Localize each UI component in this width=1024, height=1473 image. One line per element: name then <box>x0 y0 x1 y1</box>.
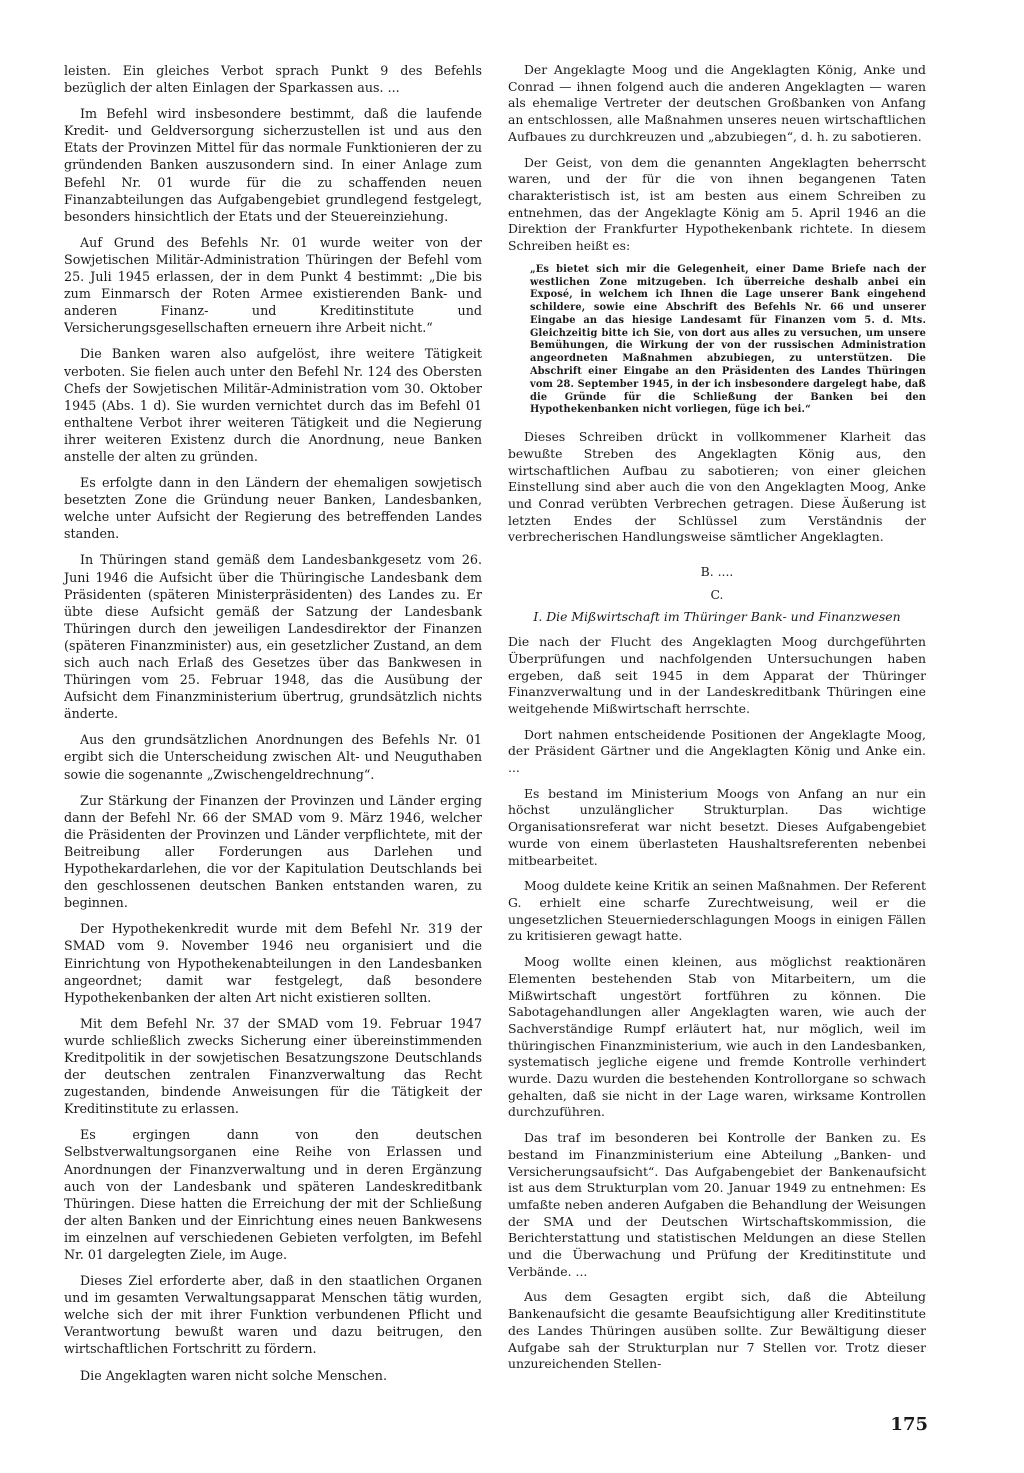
paragraph: Im Befehl wird insbesondere bestimmt, daß die laufende Kredit- und Geldversorgung sicherzustellen ist und aus den Etats der Provinzen Mittel für das normale Funktionieren der zu gründenden Banken auszusondern sind. In einer Anlage zum Befehl Nr. 01 wurde für die zu schaffenden neuen Finanzabteilungen das Aufgabengebiet grundlegend festgelegt, besonders hinsichtlich der Etats und der Steuereinziehung. <box>64 106 482 224</box>
paragraph: Der Geist, von dem die genannten Angeklagten beherrscht waren, und der für die von ihnen begangenen Taten charakteristisch ist, ist am besten aus einem Schreiben zu entnehmen, das der Angeklagte König am 5. April 1946 an die Direktion der Frankfurter Hypothekenbank richtete. In diesem Schreiben heißt es: <box>508 154 926 254</box>
paragraph: Dort nahmen entscheidende Positionen der Angeklagte Moog, der Präsident Gärtner und die Angeklagten König und Anke ein. ... <box>508 726 926 776</box>
paragraph: Das traf im besonderen bei Kontrolle der Banken zu. Es bestand im Finanzministerium eine Abteilung „Banken- und Versicherungsaufsicht“. Das Aufgabengebiet der Bankenaufsicht ist aus dem Strukturplan vom 20. Januar 1949 zu entnehmen: Es umfaßte neben anderen Aufgaben die Behandlung der Weisungen der SMA und der Deutschen Wirtschaftskommission, die Berichterstattung und statistischen Meldungen an diese Stellen und die Überwachung und Prüfung der Kreditinstitute und Verbände. ... <box>508 1130 926 1279</box>
paragraph: Es ergingen dann von den deutschen Selbstverwaltungsorganen eine Reihe von Erlassen und Anordnungen der Finanzverwaltung und in deren Ergänzung auch von der Landesbank und späteren Landeskreditbank Thüringen. Diese hatten die Erreichung der mit der Schließung der alten Banken und der Einrichtung eines neuen Bankwesens im einzelnen auf verschiedenen Gebieten verfolgten, im Befehl Nr. 01 dargelegten Ziele, im Auge. <box>64 1127 482 1262</box>
paragraph: Es erfolgte dann in den Ländern der ehemaligen sowjetisch besetzten Zone die Gründung neuer Banken, Landesbanken, welche unter Aufsicht der Regierung des betreffenden Landes standen. <box>64 475 482 542</box>
paragraph: Dieses Ziel erforderte aber, daß in den staatlichen Organen und im gesamten Verwaltungsapparat Menschen tätig wurden, welche sich der mit ihrer Funktion verbundenen Pflicht und Verantwortung bewußt waren und dazu beitrugen, den wirtschaftlichen Fortschritt zu fördern. <box>64 1273 482 1357</box>
paragraph: Der Hypothekenkredit wurde mit dem Befehl Nr. 319 der SMAD vom 9. November 1946 neu organisiert und die Einrichtung von Hypothekenabteilungen in den Landesbanken angeordnet; damit war festgelegt, daß besondere Hypothekenbanken der alten Art nicht existieren sollten. <box>64 921 482 1005</box>
paragraph: In Thüringen stand gemäß dem Landesbankgesetz vom 26. Juni 1946 die Aufsicht über die Thüringische Landesbank dem Präsidenten (späteren Ministerpräsidenten) des Landes zu. Er übte diese Aufsicht gemäß der Satzung der Landesbank Thüringen durch den jeweiligen Landesdirektor der Finanzen (späteren Finanzminister) aus, ein gesetzlicher Zustand, an dem sich auch nach Erlaß des Gesetzes über das Bankwesen in Thüringen vom 25. Februar 1948, das die Ausübung der Aufsicht dem Finanzministerium übertrug, grundsätzlich nichts änderte. <box>64 552 482 722</box>
paragraph: Zur Stärkung der Finanzen der Provinzen und Länder erging dann der Befehl Nr. 66 der SMAD vom 9. März 1946, welcher die Präsidenten der Provinzen und Länder verpflichtete, mit der Beitreibung aller Forderungen aus Darlehen und Hypothekardarlehen, die vor der Kapitulation Deutschlands bei den geschlossenen deutschen Banken entstanden waren, zu beginnen. <box>64 792 482 911</box>
paragraph: Aus dem Gesagten ergibt sich, daß die Abteilung Bankenaufsicht die gesamte Beaufsichtigung aller Kreditinstitute des Landes Thüringen ausüben sollte. Zur Bewältigung dieser Aufgabe sah der Strukturplan nur 7 Stellen vor. Trotz dieser unzureichenden Stellen- <box>508 1289 926 1372</box>
paragraph: Dieses Schreiben drückt in vollkommener Klarheit das bewußte Streben des Angeklagten König aus, den wirtschaftlichen Aufbau zu sabotieren; von einer gleichen Einstellung sind aber auch die von den Angeklagten Moog, Anke und Conrad verübten Verbrechen getragen. Diese Äußerung ist letzten Endes der Schlüssel zum Verständnis der verbrecherischen Handlungsweise sämtlicher Angeklagten. <box>508 429 926 545</box>
section-heading: I. Die Mißwirtschaft im Thüringer Bank- und Finanzwesen <box>533 609 901 625</box>
left-column <box>64 62 482 1393</box>
paragraph: Die Banken waren also aufgelöst, ihre weitere Tätigkeit verboten. Sie fielen auch unter den Befehl Nr. 124 des Obersten Chefs der Sowjetischen Militär-Administration vom 30. Oktober 1945 (Abs. 1 d). Sie wurden vernichtet durch das im Befehl 01 enthaltene Verbot ihrer weiteren Tätigkeit und die Negierung ihrer weiteren Existenz durch die Anordnung, neue Banken anstelle der alten zu gründen. <box>64 346 482 464</box>
block-quote: „Es bietet sich mir die Gelegenheit, einer Dame Briefe nach der westlichen Zone mitzugeben. Ich überreiche deshalb anbei ein Exposé, in welchem ich Ihnen die Lage unserer Bank eingehend schildere, sowie eine Abschrift des Befehls Nr. 66 und unserer Eingabe an das hiesige Landesamt für Finanzen vom 5. d. Mts. Gleichzeitig bitte ich Sie, von dort aus alles zu versuchen, um unsere Bemühungen, die Wirkung der von der russischen Administration angeordneten Maßnahmen abzubiegen, zu unterstützen. Die Abschrift einer Eingabe an den Präsidenten des Landes Thüringen vom 28. September 1945, in der ich insbesondere dargelegt habe, daß die Gründe für die Schließung der Banken bei den Hypothekenbanken nicht vorliegen, füge ich bei.“ <box>530 263 926 416</box>
paragraph: Die nach der Flucht des Angeklagten Moog durchgeführten Überprüfungen und nachfolgenden Untersuchungen haben ergeben, daß seit 1945 in dem Apparat der Thüringer Finanzverwaltung und in der Landeskreditbank Thüringen eine weitgehende Mißwirtschaft herrschte. <box>508 634 926 716</box>
section-marker-c: C. <box>710 586 724 602</box>
paragraph: Auf Grund des Befehls Nr. 01 wurde weiter von der Sowjetischen Militär-Administration Thüringen der Befehl vom 25. Juli 1945 erlassen, der in dem Punkt 4 bestimmt: „Die bis zum Einmarsch der Roten Armee existierenden Bank- und anderen Finanz- und Kreditinstitute und Versicherungsgesellschaften erneuern ihre Arbeit nicht.“ <box>64 234 482 336</box>
paragraph: Es bestand im Ministerium Moogs von Anfang an nur ein höchst unzulänglicher Strukturplan. Das wichtige Organisationsreferat war nicht besetzt. Dieses Aufgabengebiet wurde von einem überlasteten Haushaltsreferenten nebenbei mitbearbeitet. <box>508 785 926 868</box>
paragraph: leisten. Ein gleiches Verbot sprach Punkt 9 des Befehls bezüglich der alten Einlagen der Sparkassen aus. ... <box>64 63 482 96</box>
paragraph: Die Angeklagten waren nicht solche Menschen. <box>80 1367 388 1383</box>
paragraph: Aus den grundsätzlichen Anordnungen des Befehls Nr. 01 ergibt sich die Unterscheidung zwischen Alt- und Neuguthaben sowie die sogenannte „Zwischengeldrechnung“. <box>64 732 482 782</box>
paragraph: Mit dem Befehl Nr. 37 der SMAD vom 19. Februar 1947 wurde schließlich zwecks Sicherung einer übereinstimmenden Kreditpolitik in der sowjetischen Besatzungszone Deutschlands der deutschen zentralen Finanzverwaltung das Recht zugestanden, bindende Anweisungen für die Tätigkeit der Kreditinstitute zu erlassen. <box>64 1015 482 1117</box>
paragraph: Der Angeklagte Moog und die Angeklagten König, Anke und Conrad — ihnen folgend auch die anderen Angeklagten — waren als ehemalige Vertreter der deutschen Großbanken von Anfang an entschlossen, alle Maßnahmen unseres neuen wirtschaftlichen Aufbaues zu durchkreuzen und „abzubiegen“, d. h. zu sabotieren. <box>508 62 926 144</box>
right-column <box>508 62 926 1382</box>
page-number: 175 <box>890 1414 928 1435</box>
paragraph: Moog wollte einen kleinen, aus möglichst reaktionären Elementen bestehenden Stab von Mitarbeitern, um die Mißwirtschaft ungestört fortführen zu können. Die Sabotagehandlungen aller Angeklagten waren, wie auch der Sachverständige Rumpf erläutert hat, nur möglich, weil im thüringischen Finanzministerium, wie auch in den Landesbanken, systematisch jegliche eigene und fremde Kontrolle verhindert wurde. Dazu wurden die bestehenden Kontrollorgane so schwach gehalten, daß sie nicht in der Lage waren, wirksame Kontrollen durchzuführen. <box>508 954 926 1120</box>
section-marker-b: B. .... <box>700 564 734 580</box>
paragraph: Moog duldete keine Kritik an seinen Maßnahmen. Der Referent G. erhielt eine scharfe Zurechtweisung, weil er die ungesetzlichen Steuerniederschlagungen Moogs in einigen Fällen zu kritisieren gewagt hatte. <box>508 878 926 944</box>
